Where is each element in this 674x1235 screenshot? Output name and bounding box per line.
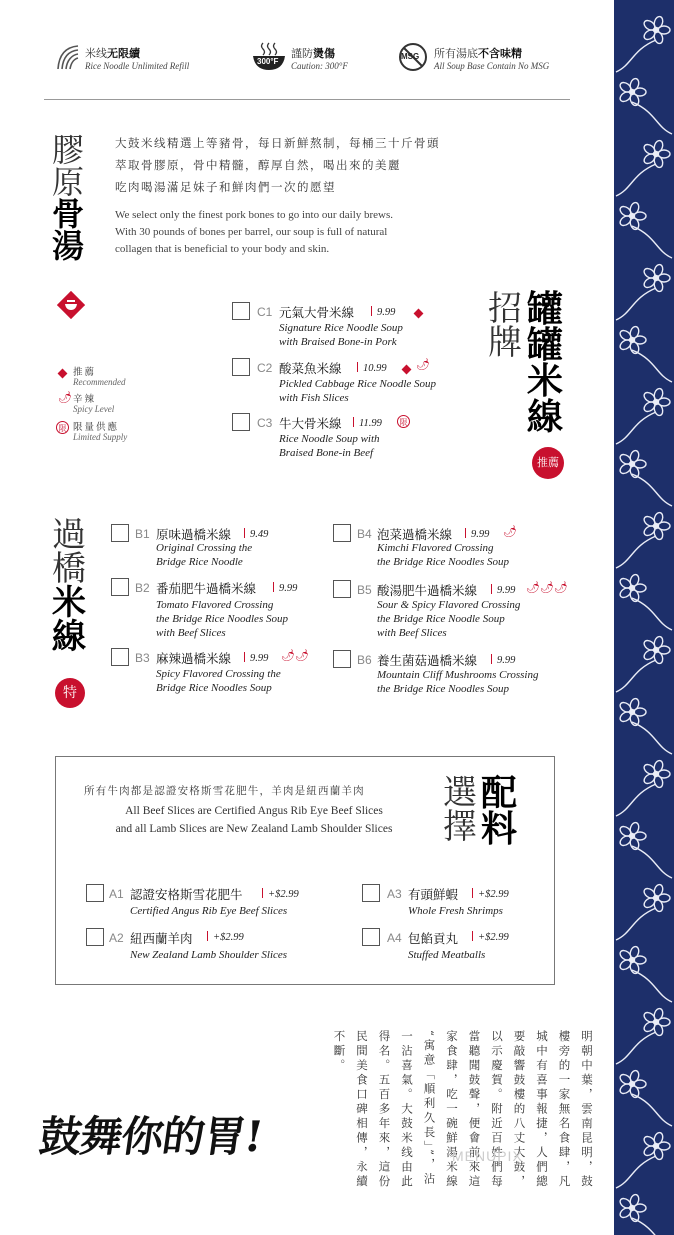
item-name-zh: 有頭鮮蝦: [408, 887, 459, 902]
heading-char: 料: [481, 809, 518, 850]
item-name-zh: 番茄肥牛過橋米線: [156, 581, 257, 596]
item-code: B3: [135, 651, 150, 665]
item-checkbox-b2[interactable]: [111, 578, 129, 596]
limited-supply-icon: 限: [56, 421, 69, 434]
heading-char: 線: [527, 397, 564, 438]
legend-spicy-zh: 辛辣: [73, 394, 97, 405]
item-name-zh: 泡菜過橋米線: [377, 527, 453, 542]
hot-bowl-icon: [252, 41, 286, 71]
item-checkbox-b1[interactable]: [111, 524, 129, 542]
collagen-heading: [52, 131, 85, 265]
chili-icon: 🌶: [503, 525, 517, 538]
item-name-en: Spicy Flavored Crossing the Bridge Rice Noodles Soup: [156, 668, 281, 694]
story-column: 家食肆，吃一碗鮮湯米線: [445, 1030, 459, 1190]
item-name-zh: 牛大骨米線: [279, 416, 342, 431]
item-price: +$2.99: [207, 931, 244, 943]
item-price: 9.99: [465, 528, 489, 540]
story-column: 得名。五百多年來，這份: [377, 1030, 392, 1190]
item-name-zh: 認證安格斯雪花肥牛: [130, 887, 243, 902]
legend-limited-zh: 限量供應: [73, 422, 120, 433]
intro-line: With 30 pounds of bones per barrel, our soup is full of natural: [115, 226, 388, 238]
recommended-diamond-icon: [58, 369, 68, 379]
item-code: A3: [387, 887, 402, 901]
heading-char: 配: [481, 773, 518, 814]
special-stamp: 特: [55, 678, 85, 708]
signature-heading-bold: [527, 289, 564, 438]
collagen-heading-char: 湯: [52, 227, 85, 265]
crossing-heading: [52, 515, 86, 657]
recommended-diamond-icon: [402, 365, 412, 375]
item-code: B2: [135, 581, 150, 595]
heading-char: 過: [52, 515, 86, 555]
msg-title: 所有湯底不含味精: [434, 48, 522, 60]
item-name-en: Tomato Flavored Crossing the Bridge Rice Noodles Soup with Beef Slices: [156, 599, 288, 639]
item-price: 9.99: [491, 584, 515, 596]
item-name-en: Kimchi Flavored Crossing the Bridge Rice Noodles Soup: [377, 542, 509, 568]
item-checkbox-b4[interactable]: [333, 524, 351, 542]
story-column: 要敲響鼓樓的八丈大鼓，: [512, 1030, 527, 1190]
item-checkbox-b6[interactable]: [333, 650, 351, 668]
item-name-zh: 紐西蘭羊肉: [130, 931, 193, 946]
decorative-floral-border: [614, 0, 674, 1235]
heading-char: 線: [52, 617, 86, 657]
item-name-en: New Zealand Lamb Shoulder Slices: [130, 949, 288, 961]
item-price: +$2.99: [262, 888, 299, 900]
soup-bowl-icon: [57, 291, 85, 319]
slogan-calligraphy: 鼓舞你的胃!: [36, 1112, 266, 1161]
story-column: 不斷。: [332, 1030, 347, 1074]
story-column: 樓旁的一家無名食肆，凡: [557, 1030, 572, 1190]
item-name-zh: 原味過橋米線: [156, 527, 232, 542]
legend-recommended-en: Recommended: [73, 377, 126, 387]
item-price: 9.99: [491, 654, 515, 666]
chili-icon: 🌶🌶: [281, 649, 309, 662]
collagen-intro-chinese: [115, 132, 440, 198]
item-name-en: Original Crossing the Bridge Rice Noodle: [156, 542, 253, 568]
addon-checkbox-a3[interactable]: [362, 884, 380, 902]
intro-line: We select only the finest pork bones to go into our daily brews.: [115, 209, 394, 221]
addon-checkbox-a1[interactable]: [86, 884, 104, 902]
item-name-en: Signature Rice Noodle Soup with Braised Bone-in Pork: [279, 322, 403, 348]
item-name-en: Pickled Cabbage Rice Noodle Soup with Fish Slices: [279, 378, 437, 404]
item-name-zh: 包餡貢丸: [408, 931, 459, 946]
collagen-heading-char: 膠: [52, 131, 85, 169]
legend-limited-en: Limited Supply: [73, 432, 128, 442]
recommended-diamond-icon: [414, 309, 424, 319]
item-code: B1: [135, 527, 150, 541]
heading-char: 牌: [488, 323, 522, 363]
noodle-wave-icon: [56, 44, 80, 70]
intro-line: collagen that is beneficial to your body and skin.: [115, 243, 330, 255]
item-checkbox-c3[interactable]: [232, 413, 250, 431]
addons-note-en: All Beef Slices are Certified Angus Rib Eye Beef Slices and all Lamb Slices are New Zealand Lamb Shoulder Slices: [115, 805, 393, 835]
item-name-zh: 酸湯肥牛過橋米線: [377, 583, 478, 598]
item-name-en: Sour & Spicy Flavored Crossing the Bridge Rice Noodle Soup with Beef Slices: [377, 599, 521, 639]
caution-title: 謹防燙傷: [291, 48, 335, 60]
heading-char: 罐: [527, 325, 564, 366]
story-column: 城中有喜事報捷，人們總: [535, 1030, 549, 1190]
item-name-zh: 酸菜魚米線: [279, 361, 342, 376]
item-name-zh: 元氣大骨米線: [279, 305, 355, 320]
signature-heading-light: [488, 289, 522, 363]
collagen-heading-char: 骨: [52, 195, 85, 233]
addons-heading-light: [443, 773, 477, 847]
watermark: MENUPIX: [452, 1148, 523, 1164]
item-price: +$2.99: [472, 931, 509, 943]
item-price: 9.99: [273, 582, 297, 594]
item-checkbox-b5[interactable]: [333, 580, 351, 598]
item-name-en: Rice Noodle Soup with Braised Bone-in Beef: [279, 433, 380, 459]
intro-line: 萃取骨膠原，骨中精髓，醇厚自然，喝出來的美麗: [115, 158, 401, 172]
caution-badge: 300°F: [257, 57, 279, 66]
addons-heading-bold: [481, 773, 518, 850]
story-column: 民間美食口碑相傳，永續: [355, 1030, 369, 1190]
floral-pattern-graphic: [614, 0, 674, 1235]
story-column: 明朝中葉，雲南昆明，鼓: [580, 1030, 594, 1190]
header-divider: [44, 99, 570, 100]
msg-badge: MSG: [401, 52, 420, 61]
item-name-en: Mountain Cliff Mushrooms Crossing the Bridge Rice Noodles Soup: [377, 669, 539, 695]
addon-checkbox-a4[interactable]: [362, 928, 380, 946]
collagen-heading-char: 原: [52, 163, 85, 201]
item-price: +$2.99: [472, 888, 509, 900]
item-checkbox-c2[interactable]: [232, 358, 250, 376]
story-column: “寓意「順利久長」”，沾: [422, 1030, 437, 1188]
intro-line: 大鼓米线精選上等豬骨，每日新鮮熬制，每桶三十斤骨頭: [115, 136, 440, 150]
chili-icon: 🌶🌶🌶: [526, 581, 568, 594]
legend-recommended-zh: 推薦: [73, 367, 97, 378]
item-name-en: Stuffed Meatballs: [408, 949, 486, 961]
item-name-zh: 麻辣過橋米線: [156, 651, 232, 666]
refill-title: 米线无限續: [85, 48, 140, 60]
item-code: A2: [109, 931, 124, 945]
item-price: 9.99: [371, 306, 395, 318]
item-name-en: Whole Fresh Shrimps: [408, 905, 503, 917]
heading-char: 米: [527, 361, 564, 402]
recommended-stamp: 推薦: [532, 447, 564, 479]
item-code: B5: [357, 583, 372, 597]
heading-char: 擇: [443, 807, 477, 847]
item-price: 9.49: [244, 528, 268, 540]
item-checkbox-c1[interactable]: [232, 302, 250, 320]
item-code: B6: [357, 653, 372, 667]
item-price: 10.99: [357, 362, 387, 374]
heading-char: 橋: [52, 549, 86, 589]
item-name-en: Certified Angus Rib Eye Beef Slices: [130, 905, 288, 917]
item-code: B4: [357, 527, 372, 541]
heading-char: 招: [488, 289, 522, 329]
item-code: A4: [387, 931, 402, 945]
heading-char: 米: [52, 583, 86, 623]
item-code: C3: [257, 416, 273, 430]
item-checkbox-b3[interactable]: [111, 648, 129, 666]
story-column: 一沾喜氣。大鼓米线由此: [400, 1030, 414, 1190]
heading-char: 選: [443, 773, 477, 813]
addons-note-zh: 所有牛肉都是認證安格斯雪花肥牛，羊肉是紐西蘭羊肉: [84, 785, 365, 797]
story-column: 當聽聞鼓聲，便會前來這: [467, 1030, 482, 1190]
chili-icon: 🌶: [58, 391, 72, 404]
item-price: 9.99: [244, 652, 268, 664]
heading-char: 罐: [527, 289, 564, 330]
msg-subtitle: All Soup Base Contain No MSG: [434, 61, 550, 71]
refill-subtitle: Rice Noodle Unlimited Refill: [85, 61, 190, 71]
addon-checkbox-a2[interactable]: [86, 928, 104, 946]
item-name-zh: 養生菌菇過橋米線: [377, 653, 478, 668]
limited-supply-icon: 限: [397, 415, 410, 428]
intro-line: 吃肉喝湯滿足妹子和鮮肉們一次的愿望: [115, 180, 336, 194]
item-code: A1: [109, 887, 124, 901]
story-column: 以示慶賀。附近百姓們每: [490, 1030, 504, 1190]
caution-subtitle: Caution: 300°F: [291, 61, 348, 71]
collagen-intro-english: [115, 207, 393, 258]
item-code: C1: [257, 305, 273, 319]
item-code: C2: [257, 361, 273, 375]
item-price: 11.99: [353, 417, 382, 429]
legend-spicy-en: Spicy Level: [73, 404, 115, 414]
chili-icon: 🌶: [416, 358, 430, 371]
